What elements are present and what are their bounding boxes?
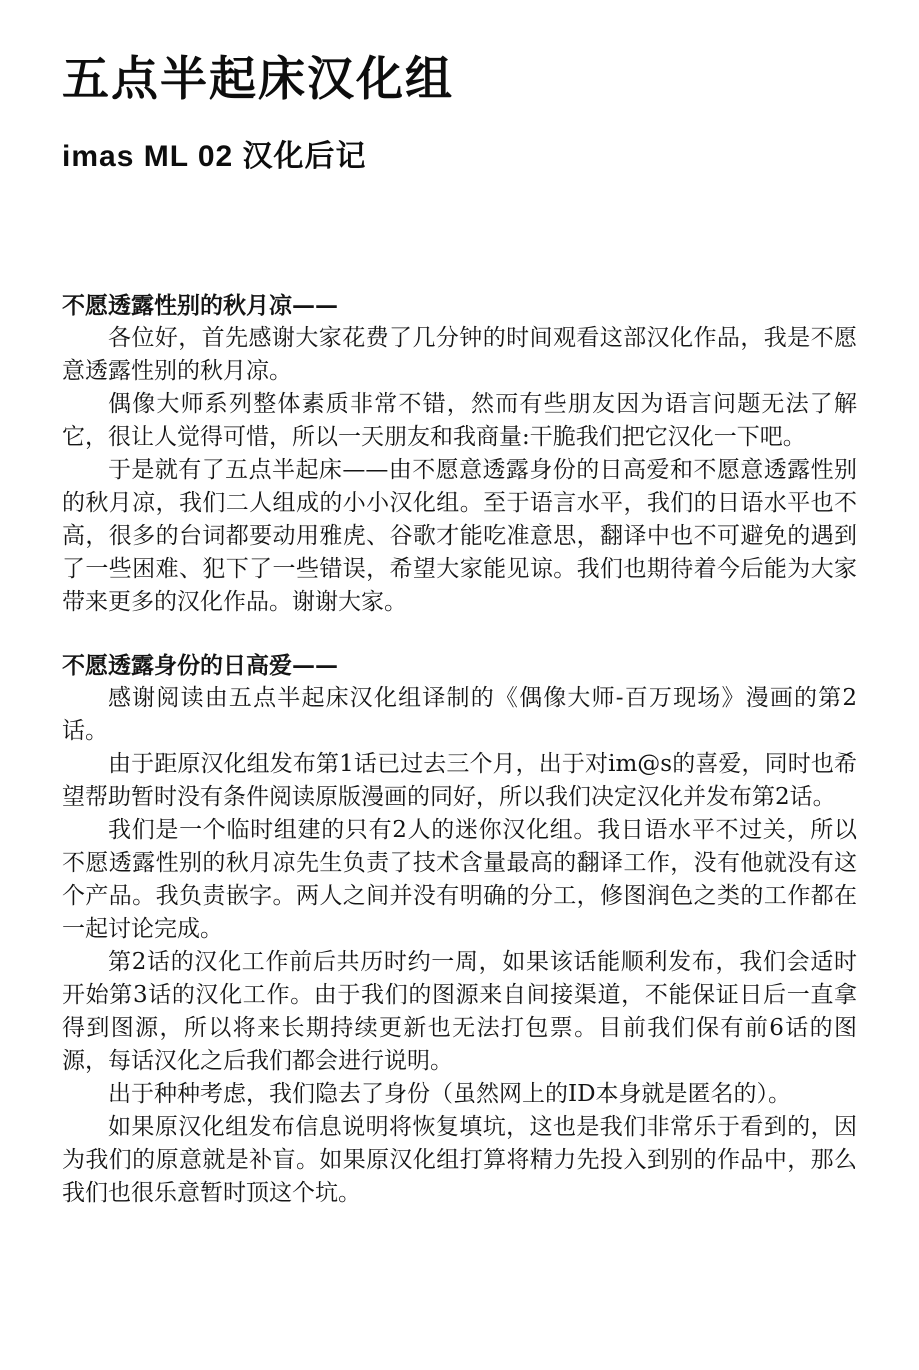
paragraph: 如果原汉化组发布信息说明将恢复填坑，这也是我们非常乐于看到的，因为我们的原意就是补盲。如果原汉化组打算将精力先投入到别的作品中，那么我们也很乐意暂时顶这个坑。 [62, 1114, 857, 1207]
paragraph: 第2话的汉化工作前后共历时约一周，如果该话能顺利发布，我们会适时开始第3话的汉化工作。由于我们的图源来自间接渠道，不能保证日后一直拿得到图源，所以将来长期持续更新也无法打包票。目前我们保有前6话的图源，每话汉化之后我们都会进行说明。 [62, 949, 857, 1075]
paragraph: 各位好，首先感谢大家花费了几分钟的时间观看这部汉化作品，我是不愿意透露性别的秋月凉。 [62, 325, 857, 385]
paragraph: 感谢阅读由五点半起床汉化组译制的《偶像大师-百万现场》漫画的第2话。 [62, 685, 857, 745]
paragraph: 我们是一个临时组建的只有2人的迷你汉化组。我日语水平不过关，所以不愿透露性别的秋月凉先生负责了技术含量最高的翻译工作，没有他就没有这个产品。我负责嵌字。两人之间并没有明确的分工，修图润色之类的工作都在一起讨论完成。 [62, 817, 857, 943]
paragraph: 出于种种考虑，我们隐去了身份（虽然网上的ID本身就是匿名的）。 [108, 1081, 792, 1108]
section-hidaka-ai [62, 649, 857, 1210]
section-heading-akizuki: 不愿透露性别的秋月凉—— [62, 292, 338, 320]
page-title: 五点半起床汉化组 [62, 52, 454, 105]
paragraph: 由于距原汉化组发布第1话已过去三个月，出于对im@s的喜爱，同时也希望帮助暂时没有条件阅读原版漫画的同好，所以我们决定汉化并发布第2话。 [62, 751, 857, 811]
section-akizuki-ryo [62, 289, 857, 619]
section-heading-hidaka: 不愿透露身份的日高爱—— [62, 652, 338, 680]
page-subtitle: imas ML 02 汉化后记 [62, 140, 367, 174]
paragraph: 偶像大师系列整体素质非常不错，然而有些朋友因为语言问题无法了解它，很让人觉得可惜，所以一天朋友和我商量:干脆我们把它汉化一下吧。 [62, 391, 857, 451]
paragraph: 于是就有了五点半起床——由不愿意透露身份的日高爱和不愿意透露性别的秋月凉，我们二人组成的小小汉化组。至于语言水平，我们的日语水平也不高，很多的台词都要动用雅虎、谷歌才能吃准意思，翻译中也不可避免的遇到了一些困难、犯下了一些错误，希望大家能见谅。我们也期待着今后能为大家带来更多的汉化作品。谢谢大家。 [62, 457, 857, 616]
